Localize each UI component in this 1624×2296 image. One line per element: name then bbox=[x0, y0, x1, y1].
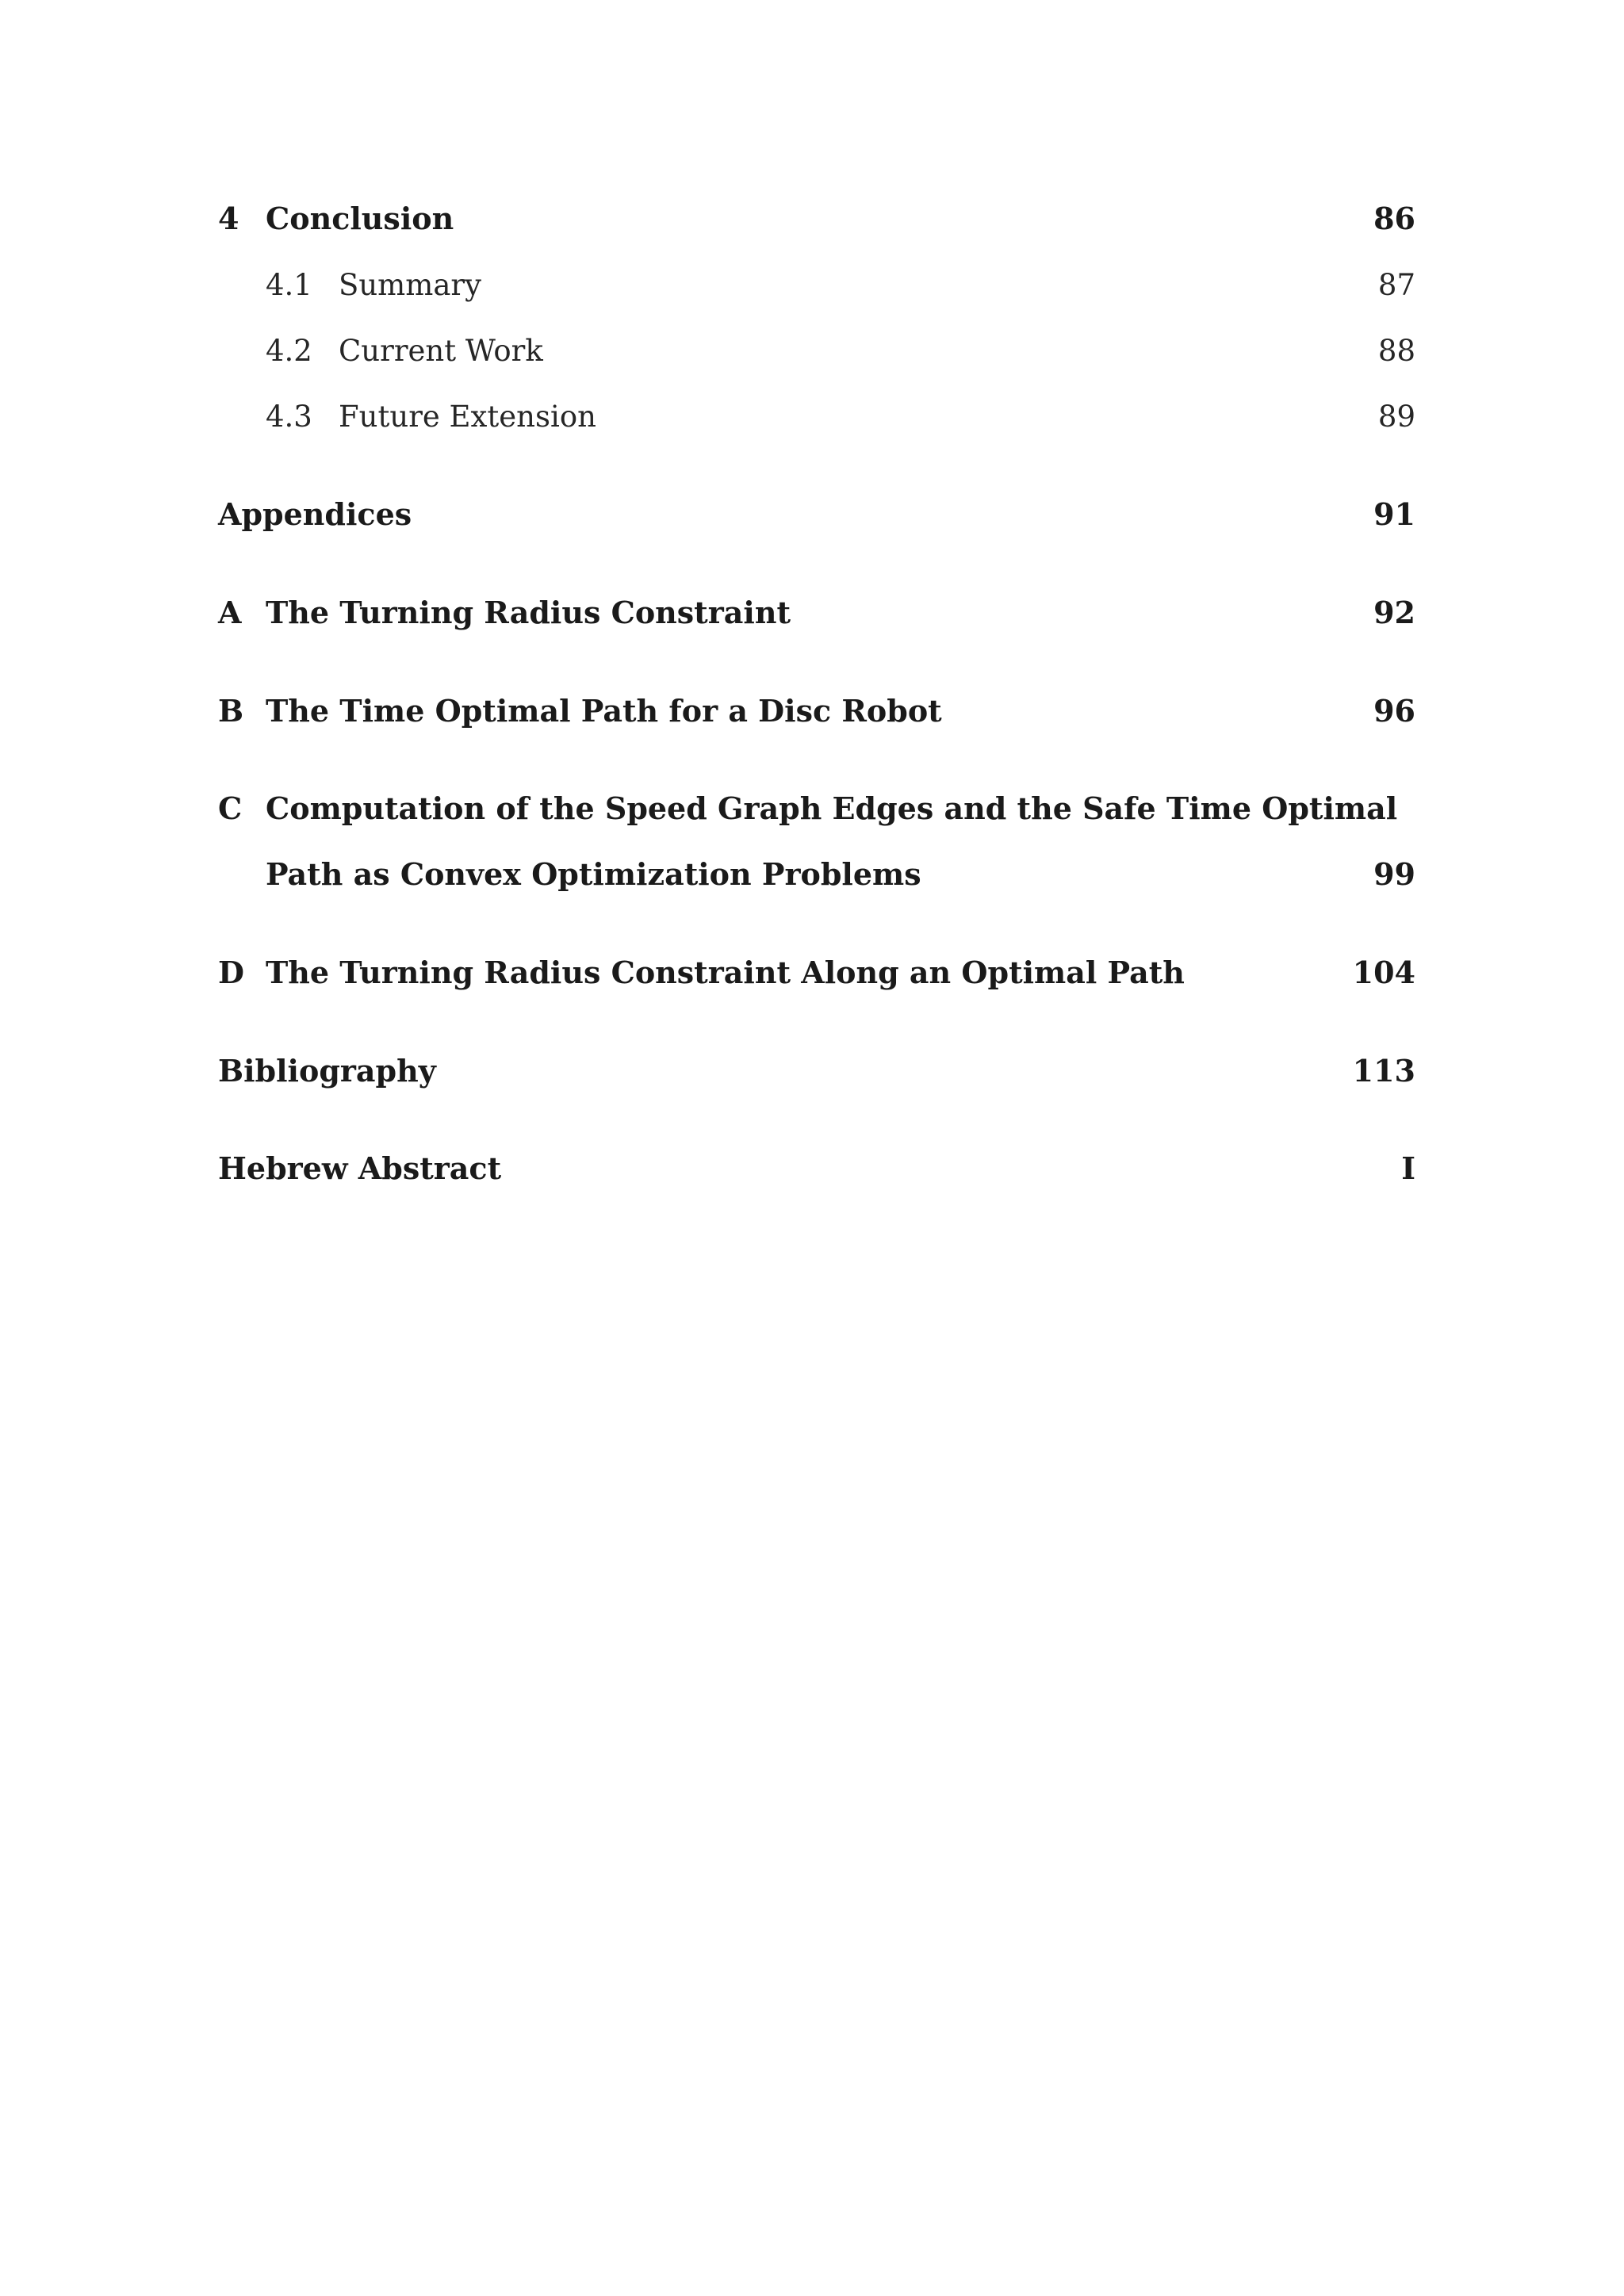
toc-entry-number: 4.3 bbox=[266, 400, 312, 434]
toc-entry-page: 104 bbox=[1352, 955, 1415, 990]
toc-entry-number: 4.2 bbox=[266, 334, 312, 368]
toc-entry-page: 92 bbox=[1373, 595, 1415, 630]
toc-entry-appendix-d[interactable] bbox=[218, 949, 1415, 997]
toc-entry-page: 86 bbox=[1373, 201, 1415, 236]
toc-entry-section-4-3[interactable] bbox=[218, 393, 1415, 441]
toc-entry-page: 96 bbox=[1373, 693, 1415, 729]
toc-entry-page: 91 bbox=[1373, 496, 1415, 532]
toc-entry-number: 4 bbox=[218, 201, 239, 236]
toc-entry-title: Appendices bbox=[218, 496, 412, 532]
toc-entry-page: I bbox=[1401, 1150, 1415, 1186]
toc-entry-page: 88 bbox=[1377, 334, 1415, 368]
toc-entry-section-4-2[interactable] bbox=[218, 327, 1415, 375]
toc-entry-appendix-c[interactable] bbox=[218, 785, 1415, 832]
toc-entry-title: Computation of the Speed Graph Edges and the Safe Time Optimal bbox=[266, 790, 1398, 826]
toc-entry-page: 99 bbox=[1373, 856, 1415, 892]
toc-entry-number: 4.1 bbox=[266, 268, 312, 302]
toc-entry-hebrew-abstract[interactable] bbox=[218, 1145, 1415, 1192]
toc-entry-number: D bbox=[218, 955, 244, 990]
toc-entry-title-continued: Path as Convex Optimization Problems bbox=[266, 856, 921, 892]
toc-entry-appendix-b[interactable] bbox=[218, 687, 1415, 735]
toc-entry-title: Summary bbox=[339, 268, 481, 302]
toc-entry-page: 113 bbox=[1352, 1053, 1415, 1089]
table-of-contents bbox=[218, 0, 1415, 2296]
toc-entry-page: 87 bbox=[1377, 268, 1415, 302]
toc-entry-appendix-a[interactable] bbox=[218, 589, 1415, 637]
toc-entry-title: Hebrew Abstract bbox=[218, 1150, 502, 1186]
toc-entry-number: B bbox=[218, 693, 244, 729]
toc-entry-title: The Turning Radius Constraint bbox=[266, 595, 791, 630]
toc-entry-appendices[interactable] bbox=[218, 491, 1415, 538]
toc-entry-title: Bibliography bbox=[218, 1053, 436, 1089]
toc-entry-section-4-1[interactable] bbox=[218, 262, 1415, 309]
toc-entry-title: Future Extension bbox=[339, 400, 596, 434]
toc-entry-title: Current Work bbox=[339, 334, 543, 368]
toc-entry-title: The Turning Radius Constraint Along an Optimal Path bbox=[266, 955, 1185, 990]
toc-entry-bibliography[interactable] bbox=[218, 1047, 1415, 1095]
toc-entry-title: Conclusion bbox=[266, 201, 454, 236]
toc-entry-appendix-c-continued[interactable] bbox=[218, 851, 1415, 898]
toc-entry-chapter-4[interactable] bbox=[218, 195, 1415, 243]
toc-entry-page: 89 bbox=[1377, 400, 1415, 434]
toc-entry-number: A bbox=[218, 595, 242, 630]
toc-entry-title: The Time Optimal Path for a Disc Robot bbox=[266, 693, 942, 729]
toc-entry-number: C bbox=[218, 790, 243, 826]
